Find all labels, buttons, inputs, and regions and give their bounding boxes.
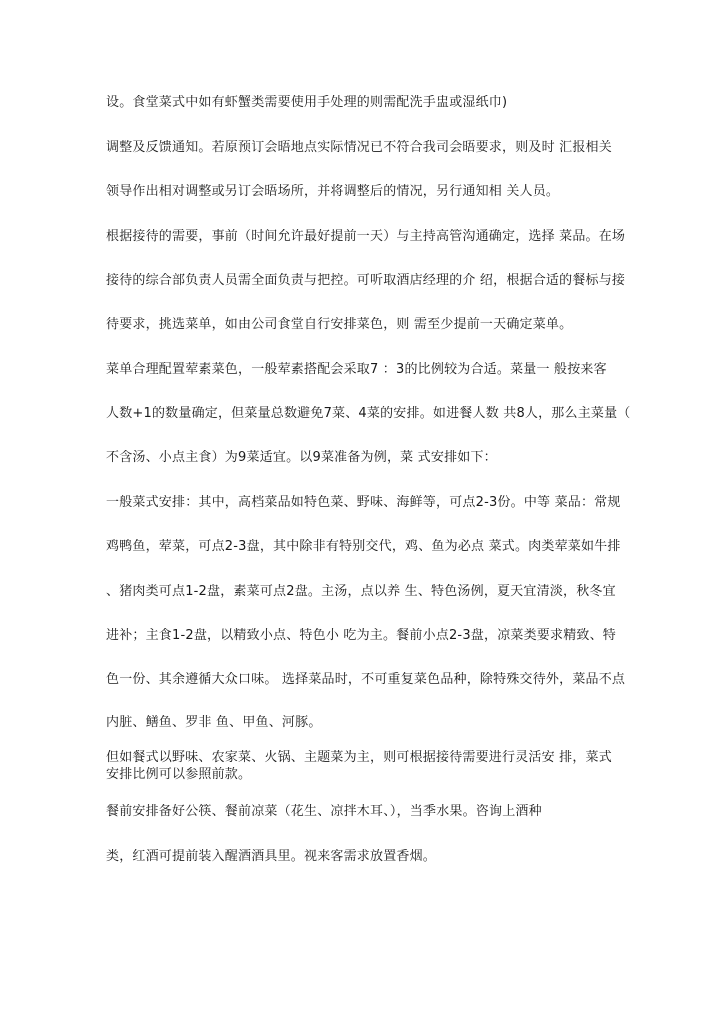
- text-line-9: 不含汤、小点主食）为9菜适宜。以9菜准备为例，菜 式安排如下：: [106, 450, 497, 465]
- text-line-7: 菜单合理配置荤素菜色，一般荤素搭配会采取7 ：3的比例较为合适。菜量一 般按来客: [106, 362, 607, 377]
- text-line-19: 类，红酒可提前装入醒酒酒具里。视来客需求放置香烟。: [106, 849, 437, 864]
- text-line-3: 领导作出相对调整或另订会晤场所，并将调整后的情况，另行通知相 关人员。: [106, 184, 560, 199]
- text-line-14: 色一份、其余遵循大众口味。 选择菜品时，不可重复菜色品种，除特殊交待外，菜品不点: [106, 672, 626, 687]
- text-line-18: 餐前安排备好公筷、餐前凉菜（花生、凉拌木耳、），当季水果。咨询上酒种: [106, 804, 542, 819]
- text-line-17: 安排比例可以参照前款。: [106, 767, 252, 782]
- text-line-11: 鸡鸭鱼，荤菜，可点2-3盘，其中除非有特别交代，鸡、鱼为必点 菜式。肉类荤菜如牛排: [106, 539, 621, 554]
- text-line-1: 设。食堂菜式中如有虾蟹类需要使用手处理的则需配洗手盅或湿纸巾): [106, 95, 508, 110]
- text-line-5: 接待的综合部负责人员需全面负责与把控。可听取酒店经理的介 绍，根据合适的餐标与接: [106, 273, 626, 288]
- text-line-4: 根据接待的需要，事前（时间允许最好提前一天）与主持高管沟通确定，选择 菜品。在场: [106, 229, 626, 244]
- text-line-16: 但如餐式以野味、农家菜、火锅、主题菜为主，则可根据接待需要进行灵活安 排，菜式: [106, 750, 612, 765]
- text-line-10: 一般菜式安排：其中，高档菜品如特色菜、野味、海鲜等，可点2-3份。中等 菜品：常规: [106, 495, 621, 510]
- text-line-2: 调整及反馈通知。若原预订会晤地点实际情况已不符合我司会晤要求，则及时 汇报相关: [106, 140, 612, 155]
- text-line-12: 、猪肉类可点1-2盘，素菜可点2盘。主汤，点以养 生、特色汤例，夏天宜清淡，秋冬宜: [106, 584, 616, 599]
- text-line-13: 进补；主食1-2盘，以精致小点、特色小 吃为主。餐前小点2-3盘，凉菜类要求精致、特: [106, 628, 616, 643]
- text-line-8: 人数+1的数量确定，但菜量总数避免7菜、4菜的安排。如进餐人数 共8人，那么主菜量（: [106, 406, 631, 421]
- text-line-15: 内脏、鳝鱼、罗非 鱼、甲鱼、河豚。: [106, 715, 322, 730]
- text-line-6: 待要求，挑选菜单，如由公司食堂自行安排菜色，则 需至少提前一天确定菜单。: [106, 317, 573, 332]
